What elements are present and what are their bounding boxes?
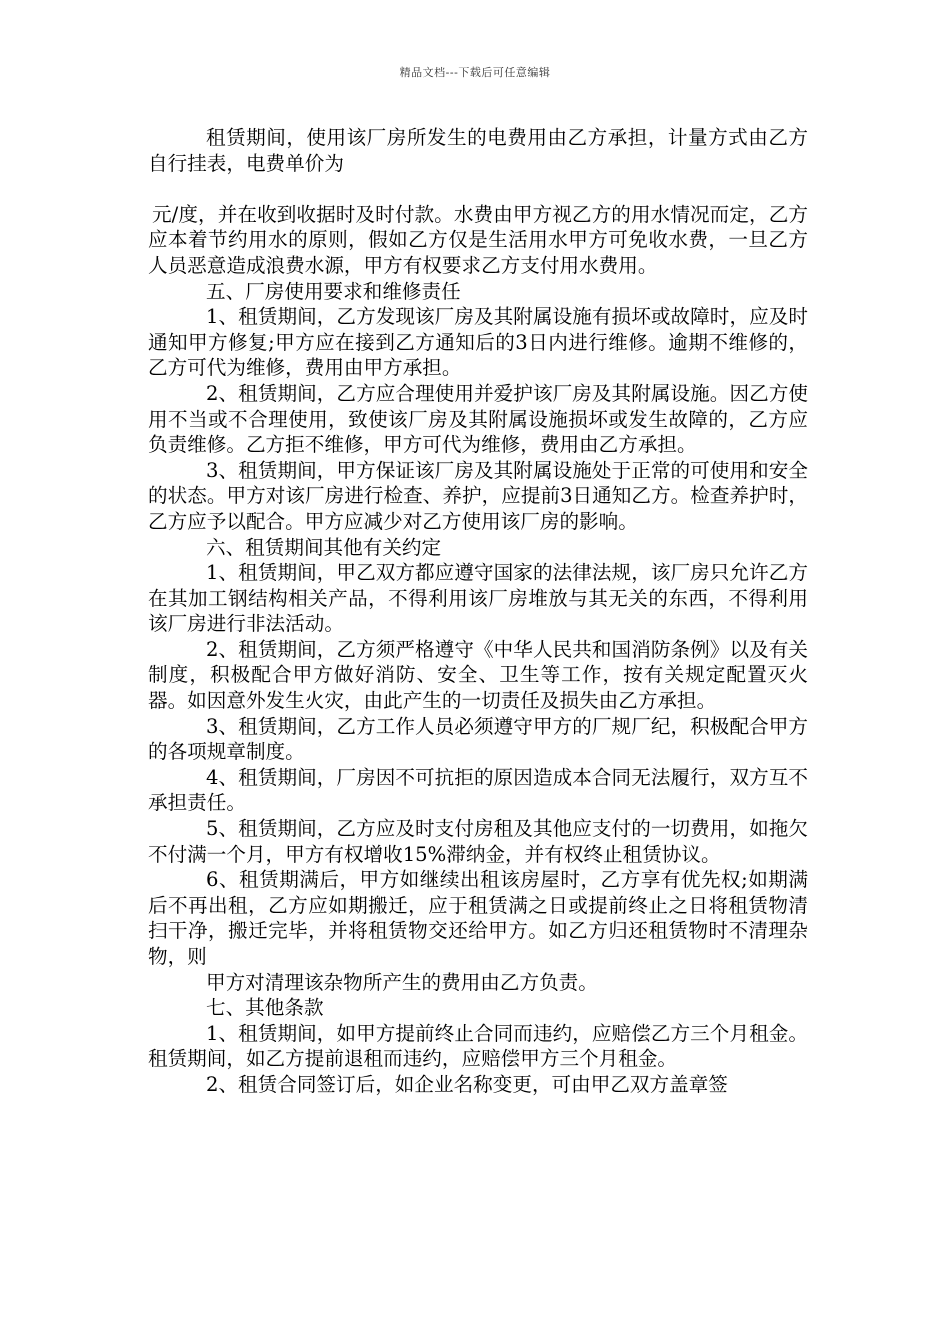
paragraph: 3、租赁期间，甲方保证该厂房及其附属设施处于正常的可使用和安全的状态。甲方对该厂房进行检查、养护，应提前3日通知乙方。检查养护时，乙方应予以配合。甲方应减少对乙方使用该厂房的影响。: [148, 458, 808, 533]
paragraph: 3、租赁期间，乙方工作人员必须遵守甲方的厂规厂纪，积极配合甲方的各项规章制度。: [148, 714, 808, 764]
paragraph: 5、租赁期间，乙方应及时支付房租及其他应支付的一切费用，如拖欠不付满一个月，甲方有权增收15%滞纳金，并有权终止租赁协议。: [148, 817, 808, 866]
paragraph: 4、租赁期间，厂房因不可抗拒的原因造成本合同无法履行，双方互不承担责任。: [148, 765, 808, 815]
paragraph: 2、租赁期间，乙方应合理使用并爱护该厂房及其附属设施。因乙方使用不当或不合理使用，致使该厂房及其附属设施损坏或发生故障的，乙方应负责维修。乙方拒不维修，甲方可代为维修，费用由乙方承担。: [148, 381, 808, 457]
paragraph: 1、租赁期间，乙方发现该厂房及其附属设施有损坏或故障时，应及时通知甲方修复;甲方应在接到乙方通知后的3日内进行维修。逾期不维修的，乙方可代为维修，费用由甲方承担。: [148, 305, 808, 380]
paragraph: 元/度，并在收到收据时及时付款。水费由甲方视乙方的用水情况而定，乙方应本着节约用水的原则，假如乙方仅是生活用水甲方可免收水费，一旦乙方人员恶意造成浪费水源，甲方有权要求乙方支付用水费用。: [148, 202, 808, 277]
paragraph: 6、租赁期满后，甲方如继续出租该房屋时，乙方享有优先权;如期满后不再出租，乙方应如期搬迁，应于租赁满之日或提前终止之日将租赁物清扫干净，搬迁完毕，并将租赁物交还给甲方。如乙方归还租赁物时不清理杂物，则: [148, 868, 808, 968]
paragraph: 1、租赁期间，甲乙双方都应遵守国家的法律法规，该厂房只允许乙方在其加工钢结构相关产品，不得利用该厂房堆放与其无关的东西，不得利用该厂房进行非法活动。: [148, 561, 808, 636]
section-heading: 六、租赁期间其他有关约定: [206, 535, 442, 559]
paragraph: 1、租赁期间，如甲方提前终止合同而违约，应赔偿乙方三个月租金。租赁期间，如乙方提前退租而违约，应赔偿甲方三个月租金。: [148, 1021, 808, 1071]
section-heading: 五、厂房使用要求和维修责任: [206, 279, 461, 303]
document-body: [148, 125, 808, 1098]
section-heading: 七、其他条款: [206, 996, 324, 1020]
paragraph: 2、租赁合同签订后，如企业名称变更，可由甲乙双方盖章签: [206, 1072, 728, 1096]
paragraph: 租赁期间，使用该厂房所发生的电费用由乙方承担，计量方式由乙方自行挂表，电费单价为: [148, 126, 808, 175]
page-header: 精品文档---下载后可任意编辑: [399, 66, 551, 79]
paragraph: 甲方对清理该杂物所产生的费用由乙方负责。: [206, 970, 598, 994]
paragraph: 2、租赁期间，乙方须严格遵守《中华人民共和国消防条例》以及有关制度，积极配合甲方做好消防、安全、卫生等工作，按有关规定配置灭火器。如因意外发生火灾，由此产生的一切责任及损失由乙方承担。: [148, 637, 808, 713]
